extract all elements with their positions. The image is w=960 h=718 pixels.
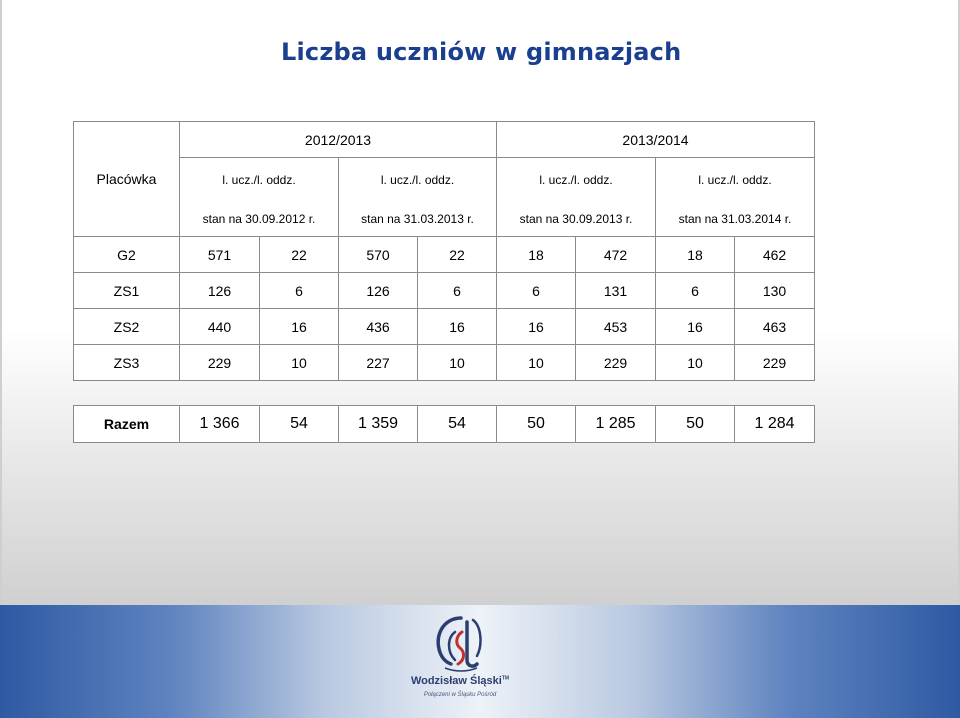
table-cell: 16 — [418, 309, 497, 345]
total-cell: 50 — [497, 406, 576, 443]
total-cell: 1 366 — [180, 406, 260, 443]
table-cell: 126 — [339, 273, 418, 309]
table-cell: 229 — [180, 345, 260, 381]
table-cell: 10 — [656, 345, 735, 381]
row-name: ZS3 — [74, 345, 180, 381]
table-cell: 229 — [735, 345, 815, 381]
unit-label: l. ucz./l. oddz. — [339, 158, 497, 198]
table-cell: 463 — [735, 309, 815, 345]
row-name: G2 — [74, 237, 180, 273]
left-edge — [0, 0, 2, 605]
placowka-header: Placówka — [74, 122, 180, 237]
table-cell: 18 — [497, 237, 576, 273]
table-row — [74, 345, 815, 381]
table-cell: 10 — [497, 345, 576, 381]
unit-label: l. ucz./l. oddz. — [497, 158, 656, 198]
table-cell: 126 — [180, 273, 260, 309]
date-label: stan na 31.03.2013 r. — [339, 197, 497, 237]
unit-header-row — [74, 158, 815, 198]
total-cell: 54 — [418, 406, 497, 443]
total-cell: 54 — [260, 406, 339, 443]
table-cell: 570 — [339, 237, 418, 273]
table-cell: 472 — [576, 237, 656, 273]
date-label: stan na 31.03.2014 r. — [656, 197, 815, 237]
logo-emblem-icon — [405, 612, 515, 674]
row-name: ZS1 — [74, 273, 180, 309]
table-cell: 440 — [180, 309, 260, 345]
unit-label: l. ucz./l. oddz. — [656, 158, 815, 198]
total-cell: 1 359 — [339, 406, 418, 443]
table-cell: 10 — [260, 345, 339, 381]
slide-title: Liczba uczniów w gimnazjach — [281, 38, 682, 66]
total-label: Razem — [74, 406, 180, 443]
table-cell: 18 — [656, 237, 735, 273]
table-cell: 453 — [576, 309, 656, 345]
total-cell: 1 284 — [735, 406, 815, 443]
date-label: stan na 30.09.2012 r. — [180, 197, 339, 237]
table-cell: 16 — [260, 309, 339, 345]
table-cell: 6 — [656, 273, 735, 309]
table-cell: 6 — [418, 273, 497, 309]
table-cell: 130 — [735, 273, 815, 309]
total-table — [73, 405, 815, 443]
table-cell: 227 — [339, 345, 418, 381]
table-cell: 6 — [497, 273, 576, 309]
table-row — [74, 237, 815, 273]
table-cell: 16 — [497, 309, 576, 345]
period-2012-2013: 2012/2013 — [180, 122, 497, 158]
table-cell: 571 — [180, 237, 260, 273]
period-header-row — [74, 122, 815, 158]
date-label: stan na 30.09.2013 r. — [497, 197, 656, 237]
table-cell: 229 — [576, 345, 656, 381]
table-cell: 22 — [260, 237, 339, 273]
table-cell: 16 — [656, 309, 735, 345]
logo-tagline: Połączeni w Śląsku Pośród — [423, 692, 497, 698]
table-cell: 22 — [418, 237, 497, 273]
total-row — [74, 406, 815, 443]
logo-name — [405, 675, 515, 687]
logo-name-text: Wodzisław Śląski — [410, 675, 502, 687]
unit-label: l. ucz./l. oddz. — [180, 158, 339, 198]
students-table — [73, 121, 815, 381]
logo-trademark: TM — [501, 675, 510, 682]
table-cell: 436 — [339, 309, 418, 345]
table-cell: 10 — [418, 345, 497, 381]
city-logo — [405, 612, 515, 716]
table-cell: 462 — [735, 237, 815, 273]
table-cell: 6 — [260, 273, 339, 309]
row-name: ZS2 — [74, 309, 180, 345]
date-header-row — [74, 197, 815, 237]
total-cell: 1 285 — [576, 406, 656, 443]
table-row — [74, 273, 815, 309]
total-cell: 50 — [656, 406, 735, 443]
table-cell: 131 — [576, 273, 656, 309]
table-row — [74, 309, 815, 345]
period-2013-2014: 2013/2014 — [497, 122, 815, 158]
